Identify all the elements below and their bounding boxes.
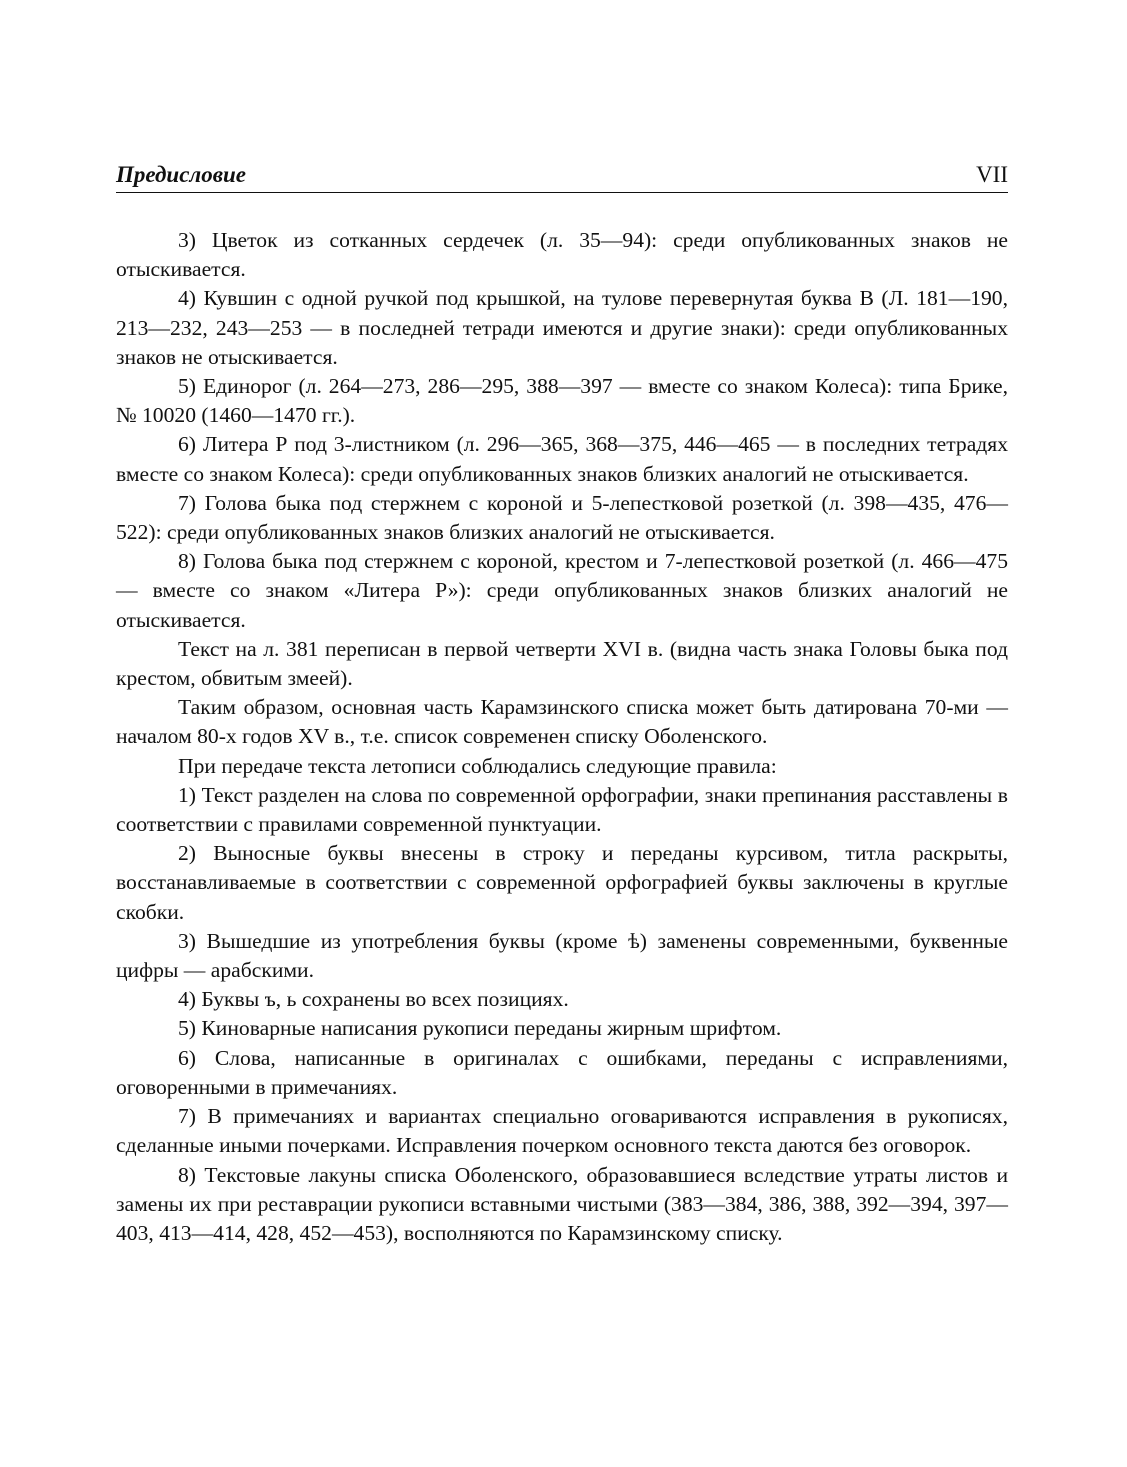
paragraph-rule-6: 6) Слова, написанные в оригиналах с ошибками, переданы с исправлениями, оговоренными в примечаниях.: [116, 1045, 1008, 1099]
paragraph-rule-1: 1) Текст разделен на слова по современной орфографии, знаки препинания расставлены в соответствии с правилами современной пунктуации.: [116, 782, 1008, 837]
running-head-title: Предисловие: [116, 162, 247, 187]
paragraph-watermark-5: 5) Единорог (л. 264—273, 286—295, 388—397 — вместе со знаком Колеса): типа Брике, № 10020 (1460—1470 гг.).: [116, 374, 1008, 428]
paragraph-rule-2: 2) Выносные буквы внесены в строку и переданы курсивом, титла раскрыты, восстанавливаемые в соответствии с современной орфографией буквы заключены в круглые скобки.: [116, 841, 1008, 924]
paragraph-watermark-8: 8) Голова быка под стержнем с короной, крестом и 7-лепестковой розеткой (л. 466—475 — вместе со знаком «Литера Р»): среди опубликованных знаков близких аналогий не отыскивается.: [116, 549, 1008, 632]
body-text: [116, 226, 1008, 1248]
paragraph-watermark-3: 3) Цветок из сотканных сердечек (л. 35—94): среди опубликованных знаков не отыскивается.: [116, 228, 1008, 282]
document-page: [116, 160, 1008, 1248]
paragraph-watermark-6: 6) Литера Р под 3-листником (л. 296—365, 368—375, 446—465 — в последних тетрадях вместе со знаком Колеса): среди опубликованных знаков близких аналогий не отыскивается.: [116, 432, 1008, 486]
paragraph-watermark-7: 7) Голова быка под стержнем с короной и 5-лепестковой розеткой (л. 398—435, 476—522): среди опубликованных знаков близких аналогий не отыскивается.: [116, 490, 1008, 545]
paragraph-rule-5: 5) Киноварные написания рукописи переданы жирным шрифтом.: [178, 1016, 782, 1041]
paragraph-rule-8: 8) Текстовые лакуны списка Оболенского, образовавшиеся вследствие утраты листов и замены их при реставрации рукописи вставными чистыми (383—384, 386, 388, 392—394, 397—403, 413—414, 428, 452—453), восполняются по Карамзинскому списку.: [116, 1162, 1008, 1245]
running-head: [116, 160, 1008, 193]
page-number: VII: [976, 162, 1008, 187]
paragraph-rule-4: 4) Буквы ъ, ь сохранены во всех позициях.: [178, 987, 569, 1012]
paragraph-rule-7: 7) В примечаниях и вариантах специально оговариваются исправления в рукописях, сделанные иными почерками. Исправления почерком основного текста даются без оговорок.: [116, 1104, 1008, 1158]
paragraph-text-l381: Текст на л. 381 переписан в первой четверти XVI в. (видна часть знака Головы быка под крестом, обвитым змеей).: [116, 636, 1008, 691]
paragraph-dating-conclusion: Таким образом, основная часть Карамзинского списка может быть датирована 70-ми — началом 80-х годов XV в., т.е. список современен списку Оболенского.: [116, 695, 1008, 749]
paragraph-rule-3: 3) Вышедшие из употребления буквы (кроме ѣ) заменены современными, буквенные цифры — арабскими.: [116, 928, 1008, 983]
paragraph-rules-intro: При передаче текста летописи соблюдались следующие правила:: [178, 753, 777, 778]
paragraph-watermark-4: 4) Кувшин с одной ручкой под крышкой, на тулове перевернутая буква В (Л. 181—190, 213—232, 243—253 — в последней тетради имеются и другие знаки): среди опубликованных знаков не отыскивается.: [116, 286, 1008, 369]
